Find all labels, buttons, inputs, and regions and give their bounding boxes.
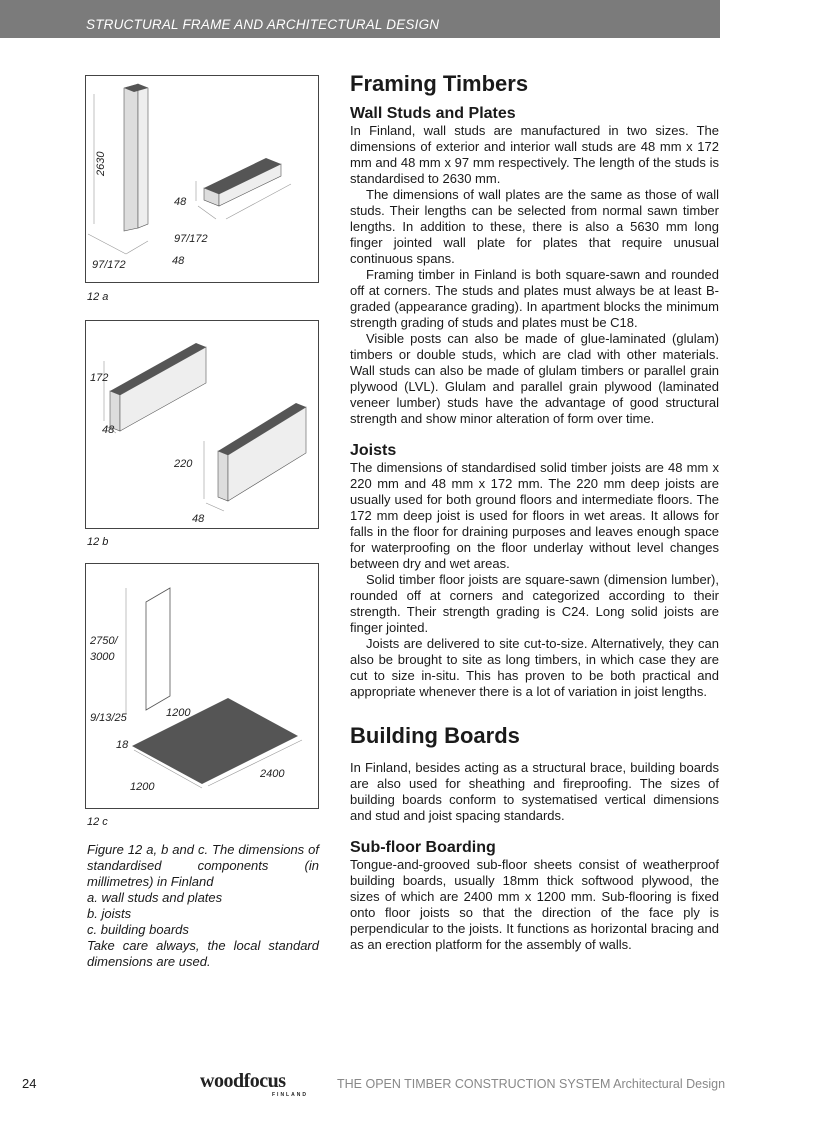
dim-172: 172 (90, 372, 109, 384)
dim-2400: 2400 (260, 768, 285, 780)
footer-text: THE OPEN TIMBER CONSTRUCTION SYSTEM Architectural Design (337, 1077, 726, 1091)
dim-9-13-25: 9/13/25 (90, 712, 127, 724)
dim-220: 220 (174, 458, 193, 470)
paragraph: In Finland, wall studs are manufactured in two sizes. The dimensions of exterior and interior wall studs are 48 mm x 172 mm and 48 mm x 97 mm respectively. The length of the studs is standardised to 2630 mm. (350, 123, 719, 186)
main-text-column (350, 70, 719, 953)
figure-12c (85, 563, 319, 809)
heading-framing-timbers: Framing Timbers (350, 71, 529, 96)
dim-97-172-plate: 97/172 (174, 233, 208, 245)
joist-drawing (86, 321, 318, 528)
figure-12c-label: 12 c (87, 816, 108, 828)
caption-item-a: a. wall studs and plates (87, 890, 223, 905)
dim-97-172-stud: 97/172 (92, 259, 126, 271)
dim-48-stud: 48 (172, 255, 185, 267)
dim-48-plate: 48 (174, 196, 187, 208)
paragraph: In Finland, besides acting as a structural brace, building boards are also used for sheathing and fireproofing. The sizes of building boards conform to systematised vertical dimensions and stud and joist spacing standards. (350, 760, 719, 823)
page-header (0, 0, 720, 38)
paragraph: Tongue-and-grooved sub-floor sheets consist of weatherproof building boards, usually 18mm thick softwood plywood, the sizes of which are 2400 mm x 1200 mm. Sub-flooring is fixed onto floor joists so that the direction of the face ply is perpendicular to the joists. It functions as horizontal bracing and as an erection platform for the assembly of walls. (350, 857, 719, 952)
dim-18: 18 (116, 739, 129, 751)
paragraph: Framing timber in Finland is both square-sawn and rounded off at corners. The studs and plates must always be at least B-graded (appearance grading). In apartment blocks the minimum strength grading of studs and plates must be C18. (350, 267, 719, 330)
wall-stud-plate-drawing (86, 76, 318, 282)
dim-48-joist-a: 48 (102, 424, 115, 436)
paragraph: The dimensions of standardised solid timber joists are 48 mm x 220 mm and 48 mm x 172 mm. The 220 mm deep joists are usually used for both ground floors and intermediate floors. The 172 mm deep joist is used for floors in wet areas. It allows for falls in the floor for draining purposes and leaves enough space for waterproofing on the floor underlay without level changes between dry and wet areas. (350, 460, 719, 571)
dim-2630: 2630 (95, 151, 107, 176)
figure-12b-label: 12 b (87, 536, 109, 548)
header-title: STRUCTURAL FRAME AND ARCHITECTURAL DESIGN (86, 17, 440, 32)
building-board-drawing (86, 564, 318, 808)
paragraph: Visible posts can also be made of glue-laminated (glulam) timbers or double studs, which are clad with other materials. Wall studs can also be made of glulam timbers or parallel grain plywood (LVL). Glulam and parallel grain plywood (laminated veneer lumber) studs have the advantage of good structural strength and show minor alteration of form over time. (350, 331, 719, 426)
paragraph: The dimensions of wall plates are the same as those of wall studs. Their lengths can be selected from normal sawn timber lengths. In addition to these, there is also a 5630 mm long finger jointed wall plate for plates that require unusual continuous spans. (350, 187, 719, 266)
heading-joists: Joists (350, 442, 397, 459)
caption-item-c: c. building boards (87, 922, 189, 937)
dim-1200-height: 1200 (166, 707, 191, 719)
figure-caption (87, 842, 319, 970)
dim-1200-width: 1200 (130, 781, 155, 793)
dim-3000: 3000 (90, 651, 115, 663)
figure-12b (85, 320, 319, 529)
heading-sub-floor: Sub-floor Boarding (350, 839, 496, 856)
caption-item-b: b. joists (87, 906, 132, 921)
figure-12a (85, 75, 319, 283)
heading-wall-studs: Wall Studs and Plates (350, 105, 516, 122)
page-number: 24 (22, 1076, 37, 1091)
dim-48-joist-b: 48 (192, 513, 205, 525)
paragraph: Solid timber floor joists are square-sawn (dimension lumber), rounded off at corners and categorized according to their strength. Their strength grading is C24. Long solid joists are finger jointed. (350, 572, 719, 635)
logo-text: woodfocus (200, 1070, 286, 1092)
caption-note: Take care always, the local standard dimensions are used. (87, 938, 319, 969)
paragraph: Joists are delivered to site cut-to-size. Alternatively, they can also be brought to site as long timbers, in which case they are cut to size in-situ. This has proven to be both practical and appropriate whenever there is a lot of variation in joist lengths. (350, 636, 719, 699)
caption-title: Figure 12 a, b and c. The dimensions of standardised components (in millimetres) in Finland (87, 842, 319, 889)
woodfocus-logo (200, 1070, 308, 1098)
logo-subtext: FINLAND (272, 1092, 308, 1098)
heading-building-boards: Building Boards (350, 723, 520, 748)
dim-2750: 2750/ (90, 635, 118, 647)
figure-12a-label: 12 a (87, 291, 109, 303)
